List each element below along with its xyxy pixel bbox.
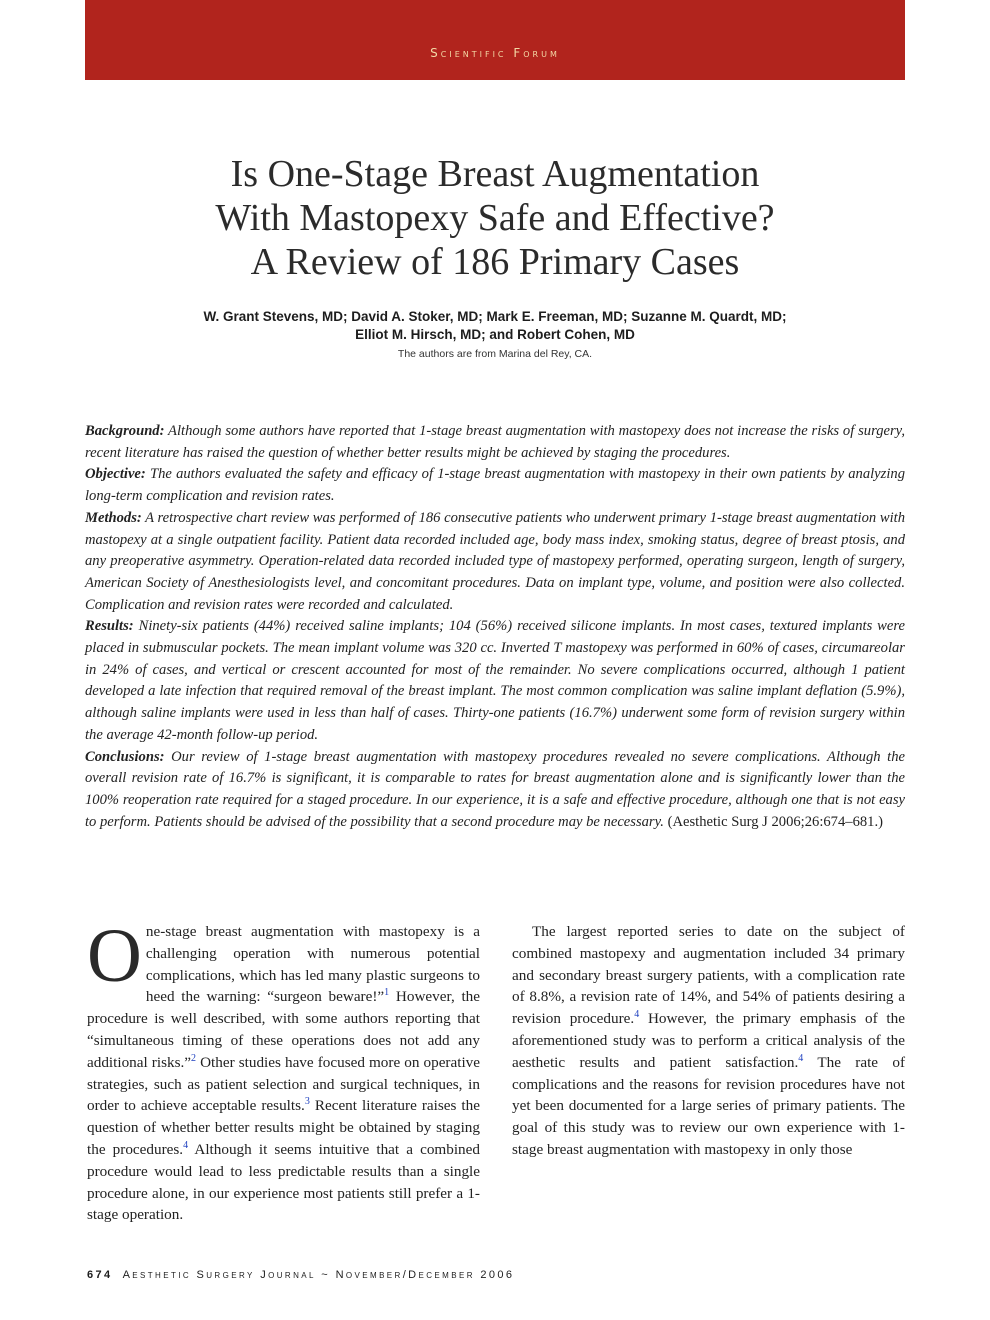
results-text: Ninety-six patients (44%) received saline implants; 104 (56%) received silicone implants. In most cases, textured implants were placed in submuscular pockets. The mean implant volume was 320 cc. Inverted T mastopexy was performed in 60% of cases, circumareolar in 24% of cases, and vertical or crescent accounted for most of the remainder. No severe complications occurred, although 1 patient developed a late infection that required removal of the breast implant. The most common complication was saline implant deflation (5.9%), although saline implants were used in less than half of cases. Thirty-one patients (16.7%) underwent some form of revision surgery within the average 42-month follow-up period. (85, 618, 906, 743)
author-list (85, 308, 905, 344)
reference-link-6[interactable]: 4 (798, 1052, 804, 1064)
title-line-2: With Mastopexy Safe and Effective? (215, 197, 775, 239)
abstract-results (85, 616, 905, 746)
abstract (85, 421, 905, 833)
drop-cap: O (87, 914, 142, 998)
citation: (Aesthetic Surg J 2006;26:674–681.) (667, 813, 883, 830)
p2-text-c: The rate of complications and the reasons for revision procedures have not yet been documented for a large series of primary patients. The goal of this study was to review our own experience with 1-stage breast augmentation with mastopexy in only those (512, 1053, 906, 1158)
abstract-methods (85, 508, 905, 617)
p1-text-d: Recent literature raises the question of whether better results might be obtained by staging the procedures. (87, 1097, 480, 1158)
body-column-left (87, 914, 481, 1226)
p1-text-c: Other studies have focused more on operative strategies, such as patient selection and surgical techniques, in order to achieve acceptable results. (87, 1053, 481, 1115)
reference-link-3[interactable]: 3 (304, 1096, 310, 1108)
authors-line-1: W. Grant Stevens, MD; David A. Stoker, MD; Mark E. Freeman, MD; Suzanne M. Quardt, MD; (203, 309, 787, 324)
affiliation: The authors are from Marina del Rey, CA. (397, 348, 593, 360)
reference-link-5[interactable]: 4 (634, 1009, 640, 1021)
title-line-1: Is One-Stage Breast Augmentation (230, 153, 760, 195)
methods-label: Methods: (85, 509, 142, 526)
body-paragraph-2 (512, 921, 905, 1161)
methods-text: A retrospective chart review was performed of 186 consecutive patients who underwent primary 1-stage breast augmentation with mastopexy at a single outpatient facility. Patient data recorded included age, body mass index, smoking status, degree of breast ptosis, and any preoperative asymmetry. Operation-related data recorded included type of mastopexy performed, operating surgeon, length of surgery, American Society of Anesthesiologists level, and concomitant procedures. Data on implant type, volume, and position were also collected. Complication and revision rates were recorded and calculated. (85, 509, 905, 613)
conclusions-label: Conclusions: (85, 748, 165, 765)
body-paragraph-1 (87, 914, 481, 1226)
p2-text-a: The largest reported series to date on the subject of combined mastopexy and augmentation included 34 primary and secondary breast surgery patients, with a complication rate of 8.8%, a revision rate of 14%, and 54% of patients desiring a revision procedure. (512, 923, 905, 1028)
background-text: Although some authors have reported that 1-stage breast augmentation with mastopexy does not increase the risks of surgery, recent literature has raised the question of whether better results might be achieved by staging the procedures. (85, 423, 905, 461)
abstract-background (85, 421, 905, 464)
page-number: 674 (87, 1269, 113, 1281)
p1-text-b: However, the procedure is well described, with some authors reporting that “simultaneous timing of these operations does not add any additional risks.” (87, 988, 481, 1071)
section-banner (85, 0, 905, 80)
body-column-right (512, 921, 905, 1161)
abstract-conclusions (85, 747, 905, 834)
objective-text: The authors evaluated the safety and efficacy of 1-stage breast augmentation with mastopexy in their own patients by analyzing long-term complication and revision rates. (85, 466, 905, 505)
authors-line-2: Elliot M. Hirsch, MD; and Robert Cohen, MD (355, 327, 635, 342)
conclusions-text: Our review of 1-stage breast augmentation with mastopexy procedures revealed no severe complications. Although the overall revision rate of 16.7% is significant, it is comparable to rates for breast augmentation alone and is significantly lower than the 100% reoperation rate required for a staged procedure. In our experience, it is a safe and effective procedure, although one that is not easy to perform. Patients should be advised of the possibility that a second procedure may be necessary. (85, 748, 906, 830)
section-label: Scientific Forum (430, 46, 560, 60)
results-label: Results: (85, 618, 134, 635)
p2-text-b: However, the primary emphasis of the aforementioned study was to perform a critical analysis of the aesthetic results and patient satisfaction. (512, 1010, 905, 1071)
article-title (85, 152, 905, 284)
journal-info: Aesthetic Surgery Journal ~ November/December 2006 (122, 1269, 515, 1281)
page-footer (87, 1269, 514, 1281)
title-line-3: A Review of 186 Primary Cases (250, 241, 740, 283)
p1-text-e: Although it seems intuitive that a combined procedure would lead to less predictable results than a single procedure alone, in our experience most patients still prefer a 1-stage operation. (87, 1140, 480, 1224)
reference-link-2[interactable]: 2 (191, 1052, 197, 1064)
objective-label: Objective: (85, 466, 146, 483)
p1-text-a: ne-stage breast augmentation with mastopexy is a challenging operation with numerous potential complications, which has led many plastic surgeons to heed the warning: “surgeon beware!” (145, 923, 480, 1006)
abstract-objective (85, 464, 905, 507)
background-label: Background: (85, 423, 165, 439)
reference-link-1[interactable]: 1 (384, 987, 390, 999)
reference-link-4[interactable]: 4 (183, 1139, 189, 1151)
